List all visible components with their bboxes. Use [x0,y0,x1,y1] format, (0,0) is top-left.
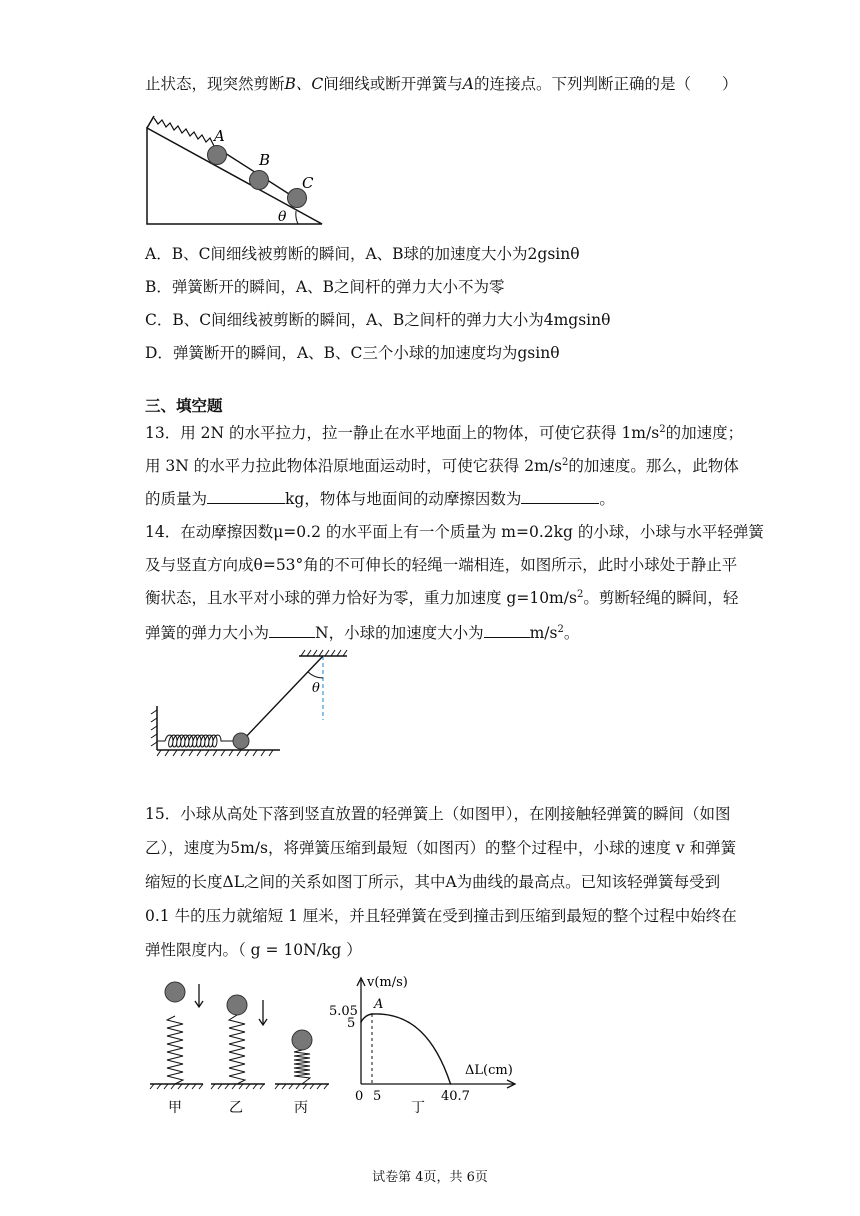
option-d: D．弹簧断开的瞬间，A、B、C三个小球的加速度均为gsinθ [145,344,560,362]
curve-point-2 [450,1083,452,1085]
theta-label: θ [312,681,320,696]
label-c: C [302,174,314,192]
curve-point-1 [371,1013,373,1015]
x-tick-40-7: 40.7 [441,1089,470,1104]
caption-bing: 丙 [294,1100,308,1116]
spring-rope-figure [145,648,360,760]
option-c: C．B、C间细线被剪断的瞬间，A、B之间杆的弹力大小为4mgsinθ [145,311,611,329]
answer-blank-mu[interactable] [521,489,599,504]
velocity-chart [325,972,525,1122]
velocity-curve [361,1014,451,1084]
curve-point-0 [360,1021,362,1023]
q14-line4: 弹簧的弹力大小为 N，小球的加速度大小为 $m/s^2$。 [145,624,580,642]
incline-figure [140,108,330,228]
q15-line1: 15．小球从高处下落到竖直放置的轻弹簧上（如图甲），在刚接触轻弹簧的瞬间（如图 [145,805,731,823]
answer-blank-mass[interactable] [207,489,285,504]
q15-line2: 乙），速度为5m/s，将弹簧压缩到最短（如图丙）的整个过程中，小球的速度 v 和弹簧 [145,839,737,857]
q15-line5: 弹性限度内。（ g = 10N/kg ） [145,941,362,959]
option-b: B．弹簧断开的瞬间，A、B之间杆的弹力大小不为零 [145,278,505,296]
ball-b [250,171,269,190]
q15-line3: 缩短的长度ΔL之间的关系如图丁所示，其中A为曲线的最高点。已知该轻弹簧每受到 [145,873,721,891]
label-b: B [259,151,271,169]
q12-tail-line: 止状态，现突然剪断B、C间细线或断开弹簧与A的连接点。下列判断正确的是（ ） [145,75,738,93]
q14-line2: 及与竖直方向成θ=53°角的不可伸长的轻绳一端相连，如图所示，此时小球处于静止平 [145,556,738,574]
q13-line3: 的质量为 kg，物体与地面间的动摩擦因数为 。 [145,490,615,508]
peak-label-a: A [374,997,384,1012]
q15-line4: 0.1 牛的压力就缩短 1 厘米，并且轻弹簧在受到撞击到压缩到最短的整个过程中始终在 [145,907,737,925]
answer-blank-acceleration[interactable] [484,623,530,638]
y-tick-5: 5 [347,1016,356,1031]
caption-yi: 乙 [229,1100,243,1116]
label-a: A [214,127,225,145]
answer-blank-spring-force[interactable] [269,623,315,638]
option-a: A．B、C间细线被剪断的瞬间，A、B球的加速度大小为2gsinθ [145,245,580,263]
x-tick-0: 0 [355,1089,364,1104]
x-tick-5: 5 [373,1089,382,1104]
y-axis-label: v(m/s) [367,975,408,990]
caption-jia: 甲 [168,1100,182,1116]
x-axis-label: ΔL(cm) [465,1063,513,1078]
q13-line1: 13．用 2N 的水平拉力，拉一静止在水平地面上的物体，可使它获得 $1m/s^2$的加速度； [145,424,744,442]
q13-line2: 用 3N 的水平力拉此物体沿原地面运动时，可使它获得 $2m/s^2$的加速度。那么，此物体 [145,457,739,475]
page-footer: 试卷第 4页，共 6页 [372,1170,488,1185]
q14-line1: 14．在动摩擦因数μ=0.2 的水平面上有一个质量为 m=0.2kg 的小球，小球与水平轻弹簧 [145,523,764,541]
ball [233,733,249,749]
section-title: 三、填空题 [145,396,223,415]
ball-a [208,146,227,165]
q14-line3: 衡状态，且水平对小球的弹力恰好为零，重力加速度 $g=10m/s^2$。剪断轻绳的瞬间，轻 [145,589,739,607]
spring-figures [145,972,345,1122]
caption-ding: 丁 [411,1100,425,1116]
label-theta: θ [278,209,287,225]
y-tick-5-05: 5.05 [329,1004,358,1019]
